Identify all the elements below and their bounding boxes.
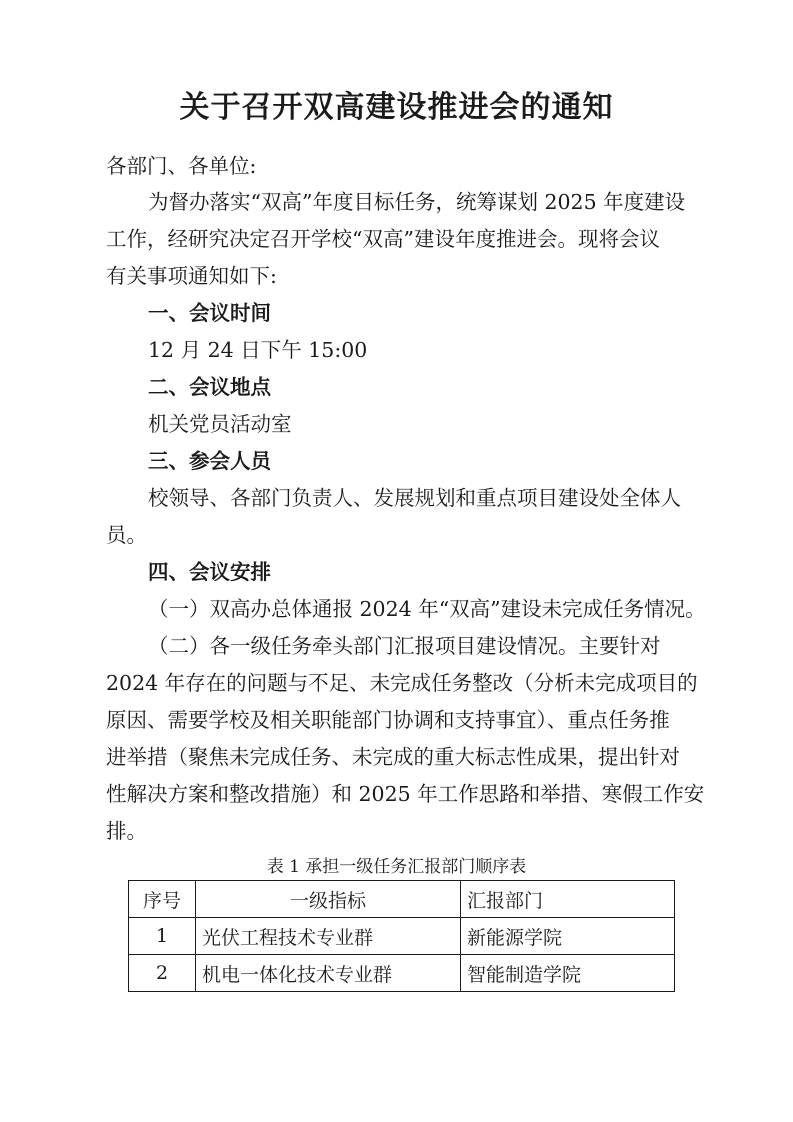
section-attendees-line-2: 员。 bbox=[106, 523, 147, 547]
table-cell-indicator: 机电一体化技术专业群 bbox=[196, 955, 461, 992]
document-title: 关于召开双高建设推进会的通知 bbox=[179, 90, 614, 125]
section-place-value: 机关党员活动室 bbox=[148, 412, 292, 436]
table-cell-index: 1 bbox=[129, 918, 196, 955]
agenda-item-1: （一）双高办总体通报 2024 年“双高”建设未完成任务情况。 bbox=[148, 597, 706, 621]
agenda-item-2-line-1: （二）各一级任务牵头部门汇报项目建设情况。主要针对 bbox=[148, 634, 661, 658]
section-time-heading: 一、会议时间 bbox=[148, 301, 271, 325]
intro-line-3: 有关事项通知如下: bbox=[106, 264, 277, 288]
header-cell-department: 汇报部门 bbox=[461, 881, 675, 918]
agenda-item-2-line-6: 排。 bbox=[106, 819, 147, 843]
salutation: 各部门、各单位: bbox=[106, 154, 257, 178]
section-attendees-line-1: 校领导、各部门负责人、发展规划和重点项目建设处全体人 bbox=[148, 486, 681, 510]
table-cell-department: 新能源学院 bbox=[461, 918, 675, 955]
table-header-row bbox=[129, 881, 675, 918]
table-row bbox=[129, 918, 675, 955]
table-row bbox=[129, 955, 675, 992]
section-agenda-heading: 四、会议安排 bbox=[148, 560, 271, 584]
agenda-item-2-line-2: 2024 年存在的问题与不足、未完成任务整改（分析未完成项目的 bbox=[106, 671, 698, 695]
table-cell-indicator: 光伏工程技术专业群 bbox=[196, 918, 461, 955]
header-cell-indicator: 一级指标 bbox=[196, 881, 461, 918]
section-time-value: 12 月 24 日下午 15:00 bbox=[148, 338, 368, 362]
intro-line-2: 工作，经研究决定召开学校“双高”建设年度推进会。现将会议 bbox=[106, 227, 660, 251]
department-order-table bbox=[128, 880, 675, 992]
section-place-heading: 二、会议地点 bbox=[148, 375, 271, 399]
table-cell-department: 智能制造学院 bbox=[461, 955, 675, 992]
agenda-item-2-line-3: 原因、需要学校及相关职能部门协调和支持事宜）、重点任务推 bbox=[106, 708, 670, 732]
header-cell-index: 序号 bbox=[129, 881, 196, 918]
agenda-item-2-line-5: 性解决方案和整改措施）和 2025 年工作思路和举措、寒假工作安 bbox=[106, 782, 705, 806]
intro-line-1: 为督办落实“双高”年度目标任务，统筹谋划 2025 年度建设 bbox=[148, 190, 686, 214]
table-cell-index: 2 bbox=[129, 955, 196, 992]
agenda-item-2-line-4: 进举措（聚焦未完成任务、未完成的重大标志性成果，提出针对 bbox=[106, 745, 680, 769]
section-attendees-heading: 三、参会人员 bbox=[148, 449, 271, 473]
table-caption: 表 1 承担一级任务汇报部门顺序表 bbox=[266, 857, 527, 877]
